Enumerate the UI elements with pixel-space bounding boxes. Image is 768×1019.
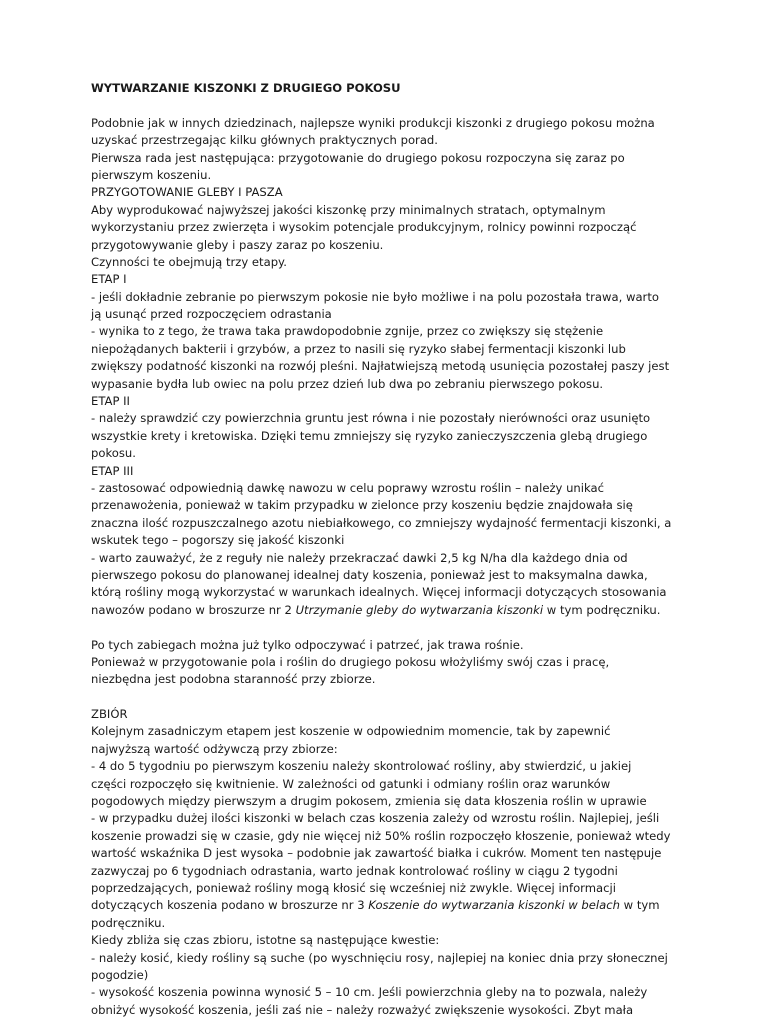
reference-text: dotyczących koszenia podano w broszurze nr 3 xyxy=(91,898,369,913)
text-line: - 4 do 5 tygodniu po pierwszym koszeniu należy skontrolować rośliny, aby stwierdzić, u jakiej xyxy=(91,759,632,774)
text-line: wskutek tego – pogorszy się jakość kiszonki xyxy=(91,533,345,548)
text-line: pokosu. xyxy=(91,446,136,461)
spacer xyxy=(91,97,697,114)
text-line: części rozpoczęło się kwitnienie. W zależności od gatunki i odmiany roślin oraz warunków xyxy=(91,776,611,791)
text-line-reference xyxy=(91,897,697,914)
spacer xyxy=(91,689,697,706)
text-line: niepożądanych bakterii i grzybów, a przez to nasili się ryzyko słabej fermentacji kiszonki lub xyxy=(91,341,626,356)
text-line: - warto zauważyć, że z reguły nie należy przekraczać dawki 2,5 kg N/ha dla każdego dnia od xyxy=(91,550,628,565)
text-line: uzyskać przestrzegając kilku głównych praktycznych porad. xyxy=(91,133,438,148)
text-line: ZBIÓR xyxy=(91,707,128,722)
text-line: wykorzystaniu przez zwierzęta i wysokim potencjale produkcyjnym, rolnicy powinni rozpocząć xyxy=(91,220,637,235)
text-line: najwyższą wartość odżywczą przy zbiorze: xyxy=(91,741,338,756)
reference-text: w tym podręczniku. xyxy=(543,602,661,617)
paragraph-harvest xyxy=(91,706,697,897)
text-line: Kolejnym zasadniczym etapem jest koszenie w odpowiednim momencie, tak by zapewnić xyxy=(91,724,611,739)
text-line: PRZYGOTOWANIE GLEBY I PASZA xyxy=(91,185,283,200)
text-line: podręczniku. xyxy=(91,915,166,930)
text-line: Czynności te obejmują trzy etapy. xyxy=(91,254,287,269)
text-line: - należy kosić, kiedy rośliny są suche (po wyschnięciu rosy, najlepiej na koniec dnia przy słonecznej xyxy=(91,950,668,965)
text-line: - zastosować odpowiednią dawkę nawozu w celu poprawy wzrostu roślin – należy unikać xyxy=(91,480,604,495)
text-line: znaczna ilość rozpuszczalnego azotu niebiałkowego, co zmniejszy wydajność fermentacji kiszonki, a xyxy=(91,515,672,530)
text-line: koszenie prowadzi się w czasie, gdy nie więcej niż 50% roślin rozpoczęło kłoszenie, ponieważ wtedy xyxy=(91,828,671,843)
text-line: - wynika to z tego, że trawa taka prawdopodobnie zgnije, przez co zwiększy się stężenie xyxy=(91,324,604,339)
text-line: pogodzie) xyxy=(91,967,149,982)
text-line: Ponieważ w przygotowanie pola i roślin do drugiego pokosu włożyliśmy swój czas i pracę, xyxy=(91,654,610,669)
text-line: wypasanie bydła lub owiec na polu przez dzień lub dwa po zebraniu pierwszego pokosu. xyxy=(91,376,604,391)
text-line-reference xyxy=(91,602,697,619)
text-line: wartość wskaźnika D jest wysoka – podobnie jak zawartość białka i cukrów. Moment ten następuje xyxy=(91,846,662,861)
text-line: Podobnie jak w innych dziedzinach, najlepsze wyniki produkcji kiszonki z drugiego pokosu można xyxy=(91,115,655,130)
reference-title: Koszenie do wytwarzania kiszonki w belach xyxy=(368,898,620,913)
paragraph-harvest-continued xyxy=(91,915,697,1019)
document-title: WYTWARZANIE KISZONKI Z DRUGIEGO POKOSU xyxy=(91,81,401,95)
text-line: którą rośliny mogą wykorzystać w warunkach idealnych. Więcej informacji dotyczących stosowania xyxy=(91,585,667,600)
paragraph-summary xyxy=(91,637,697,689)
reference-title: Utrzymanie gleby do wytwarzania kiszonki xyxy=(295,602,544,617)
text-line: zwiększy podatność kiszonki na rozwój pleśni. Najłatwiejszą metodą usunięcia pozostałej paszy jest xyxy=(91,359,670,374)
text-line: ETAP II xyxy=(91,394,130,409)
text-line: - wysokość koszenia powinna wynosić 5 – 10 cm. Jeśli powierzchnia gleby na to pozwala, należy xyxy=(91,985,648,1000)
text-line: Pierwsza rada jest następująca: przygotowanie do drugiego pokosu rozpoczyna się zaraz po xyxy=(91,150,625,165)
paragraph-preparation xyxy=(91,115,697,602)
text-line: - jeśli dokładnie zebranie po pierwszym pokosie nie było możliwe i na polu pozostała trawa, warto xyxy=(91,289,659,304)
text-line: poprzedzających, ponieważ rośliny mogą kłosić się wcześniej niż zwykle. Więcej informacji xyxy=(91,880,616,895)
document-page xyxy=(91,80,697,1019)
text-line: - należy sprawdzić czy powierzchnia gruntu jest równa i nie pozostały nierówności oraz usunięto xyxy=(91,411,651,426)
text-line: przygotowywanie gleby i paszy zaraz po koszeniu. xyxy=(91,237,384,252)
text-line: Aby wyprodukować najwyższej jakości kiszonkę przy minimalnych stratach, optymalnym xyxy=(91,202,606,217)
text-line: obniżyć wysokość koszenia, jeśli zaś nie – należy rozważyć zwiększenie wysokości. Zbyt mała xyxy=(91,1002,634,1017)
text-line: przenawożenia, ponieważ w takim przypadku w zielonce przy koszeniu będzie znajdowała się xyxy=(91,498,633,513)
text-line: wszystkie krety i kretowiska. Dzięki temu zmniejszy się ryzyko zanieczyszczenia glebą drugiego xyxy=(91,428,648,443)
spacer xyxy=(91,619,697,636)
text-line: pierwszym koszeniu. xyxy=(91,167,212,182)
text-line: ETAP I xyxy=(91,272,127,287)
text-line: niezbędna jest podobna staranność przy zbiorze. xyxy=(91,672,376,687)
text-line: - w przypadku dużej ilości kiszonki w belach czas koszenia zależy od wzrostu roślin. Najlepiej, jeśli xyxy=(91,811,660,826)
reference-text: w tym xyxy=(619,898,660,913)
reference-text: nawozów podano w broszurze nr 2 xyxy=(91,602,296,617)
text-line: pogodowych między pierwszym a drugim pokosem, zmienia się data kłoszenia roślin w uprawie xyxy=(91,794,647,809)
text-line: Po tych zabiegach można już tylko odpoczywać i patrzeć, jak trawa rośnie. xyxy=(91,637,524,652)
text-line: ETAP III xyxy=(91,463,134,478)
text-line: ją usunąć przed rozpoczęciem odrastania xyxy=(91,307,332,322)
text-line: zazwyczaj po 6 tygodniach odrastania, warto jednak kontrolować rośliny w ciągu 2 tygodni xyxy=(91,863,618,878)
text-line: pierwszego pokosu do planowanej idealnej daty koszenia, ponieważ jest to maksymalna dawka, xyxy=(91,567,648,582)
text-line: Kiedy zbliża się czas zbioru, istotne są następujące kwestie: xyxy=(91,933,440,948)
